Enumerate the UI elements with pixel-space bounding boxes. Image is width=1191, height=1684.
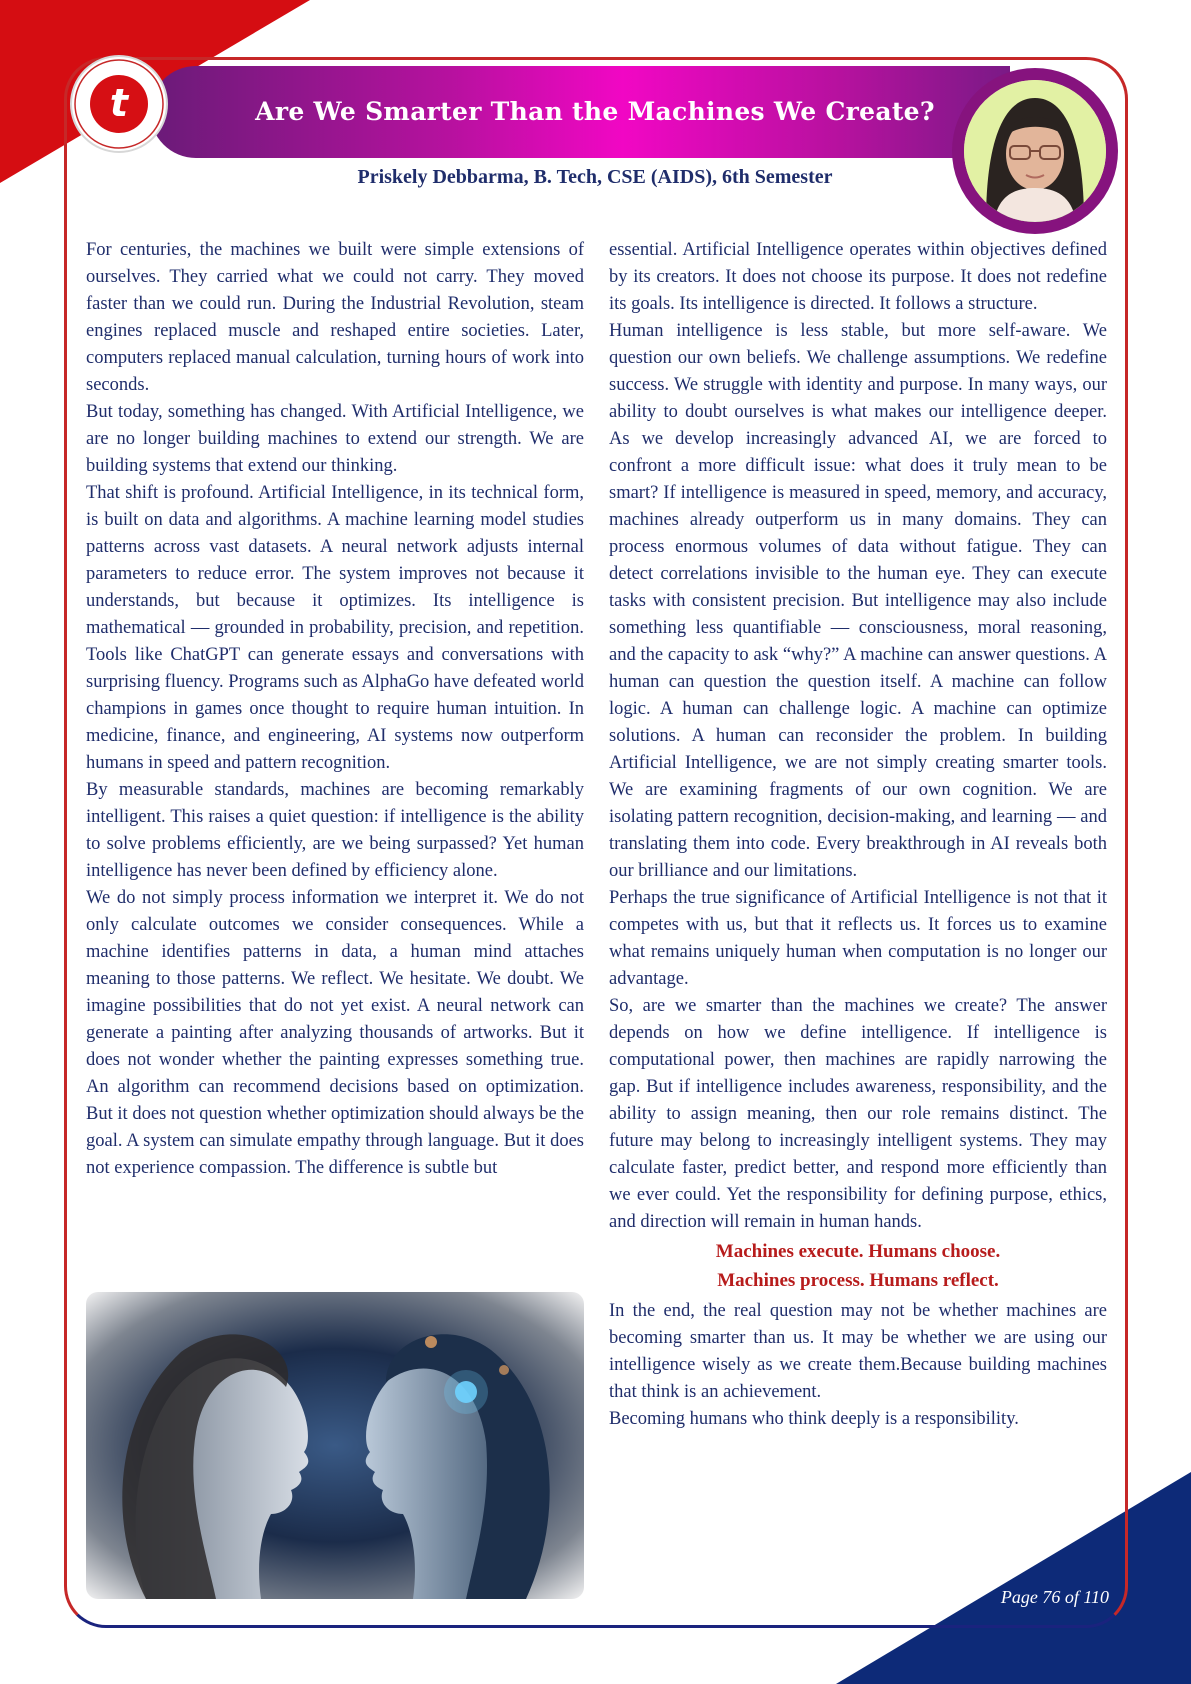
logo-mark: t [90, 75, 148, 133]
person-icon [964, 80, 1106, 222]
human-and-robot-faces-image [86, 1292, 584, 1599]
page-number: Page 76 of 110 [1000, 1587, 1109, 1607]
paragraph: For centuries, the machines we built were simple extensions of ourselves. They carried what we could not carry. They moved faster than we could run. During the Industrial Revolution, steam engines replaced muscle and reshaped entire societies. Later, computers replaced manual calculation, turning hours of work into seconds. [86, 240, 584, 395]
paragraph: We do not simply process information we interpret it. We do not only calculate outcomes we consider consequences. While a machine identifies patterns in data, a human mind attaches meaning to those patterns. We reflect. We hesitate. We doubt. We imagine possibilities that do not yet exist. A neural network can generate a painting after analyzing thousands of artworks. But it does not wonder whether the painting expresses something true. An algorithm can recommend decisions based on optimization. But it does not question whether optimization should always be the goal. A system can simulate empathy through language. But it does not experience compassion. The difference is subtle but [86, 888, 584, 1178]
author-byline: Priskely Debbarma, B. Tech, CSE (AIDS), 6th Semester [357, 166, 833, 188]
paragraph: So, are we smarter than the machines we create? The answer depends on how we define intelligence. If intelligence is computational power, then machines are rapidly narrowing the gap. But if intelligence includes awareness, responsibility, and the ability to assign meaning, then our role remains distinct. The future may belong to increasingly intelligent systems. They may calculate faster, predict better, and respond more efficiently than we ever could. Yet the responsibility for defining purpose, ethics, and direction will remain in human hands. [609, 996, 1107, 1232]
paragraph: But today, something has changed. With Artificial Intelligence, we are no longer building machines to extend our strength. We are building systems that extend our thinking. [86, 402, 584, 476]
human-vs-ai-illustration [86, 1292, 584, 1599]
author-portrait [952, 68, 1118, 234]
author-photo [964, 80, 1106, 222]
paragraph: Becoming humans who think deeply is a responsibility. [609, 1409, 1019, 1429]
paragraph: Human intelligence is less stable, but more self-aware. We question our own beliefs. We challenge assumptions. We redefine success. We struggle with identity and purpose. In many ways, our ability to doubt ourselves is what makes our intelligence deeper. As we develop increasingly advanced AI, we are forced to confront a more difficult issue: what does it truly mean to be smart? If intelligence is measured in speed, memory, and accuracy, machines already outperform us in many domains. They can process enormous volumes of data without fatigue. They can detect correlations invisible to the human eye. They can execute tasks with consistent precision. But intelligence may also include something less quantifiable — consciousness, moral reasoning, and the capacity to ask “why?” A machine can answer questions. A human can question the question itself. A machine can follow logic. A human can challenge logic. A machine can optimize solutions. A human can reconsider the problem. In building Artificial Intelligence, we are not simply creating smarter tools. We are examining fragments of our own cognition. We are isolating pattern recognition, decision-making, and learning — and translating them into code. Every breakthrough in AI reveals both our brilliance and our limitations. [609, 321, 1107, 881]
paragraph: essential. Artificial Intelligence operates within objectives defined by its creators. It does not choose its purpose. It does not redefine its goals. Its intelligence is directed. It follows a structure. [609, 240, 1107, 314]
college-logo [70, 55, 168, 153]
left-column [86, 237, 584, 1182]
right-column [609, 237, 1107, 1433]
paragraph: By measurable standards, machines are becoming remarkably intelligent. This raises a quiet question: if intelligence is the ability to solve problems efficiently, are we being surpassed? Yet human intelligence has never been defined by efficiency alone. [86, 780, 584, 881]
article-title: Are We Smarter Than the Machines We Create? [255, 97, 935, 126]
paragraph: In the end, the real question may not be whether machines are becoming smarter than us. It may be whether we are using our intelligence wisely as we create them.Because building machines that think is an achievement. [609, 1301, 1107, 1402]
pull-quote: Machines execute. Humans choose. [715, 1241, 1001, 1262]
pull-quote: Machines process. Humans reflect. [717, 1270, 999, 1291]
paragraph: That shift is profound. Artificial Intelligence, in its technical form, is built on data and algorithms. A machine learning model studies patterns across vast datasets. A neural network adjusts internal parameters to reduce error. The system improves not because it understands, but because it optimizes. Its intelligence is mathematical — grounded in probability, precision, and repetition. Tools like ChatGPT can generate essays and conversations with surprising fluency. Programs such as AlphaGo have defeated world champions in games once thought to require human intuition. In medicine, finance, and engineering, AI systems now outperform humans in speed and pattern recognition. [86, 483, 584, 773]
paragraph: Perhaps the true significance of Artificial Intelligence is not that it competes with us, but that it reflects us. It forces us to examine what remains uniquely human when computation is no longer our advantage. [609, 888, 1107, 989]
